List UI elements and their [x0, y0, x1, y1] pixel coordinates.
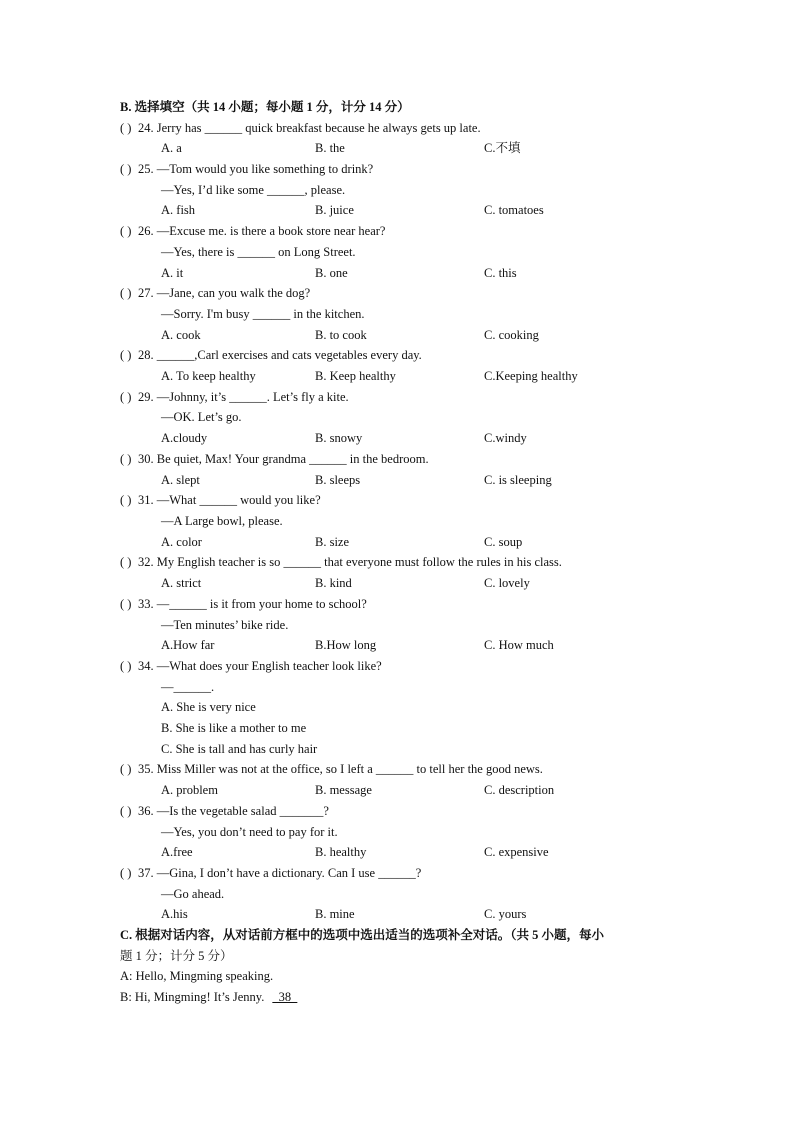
- question-line: [0, 449, 794, 469]
- option-c: C. cooking: [484, 328, 539, 342]
- question-sub-line: [0, 884, 794, 904]
- question-stem: 28. ______,Carl exercises and cats vegetables every day.: [138, 348, 422, 362]
- answer-parenthesis[interactable]: ( ): [120, 162, 132, 176]
- question-sub-line: [0, 242, 794, 262]
- question-line: [0, 118, 794, 138]
- option-c: C. is sleeping: [484, 473, 552, 487]
- answer-parenthesis[interactable]: ( ): [120, 390, 132, 404]
- options-line: [0, 263, 794, 283]
- options-line: [0, 532, 794, 552]
- question-sub-text: —Yes, you don’t need to pay for it.: [161, 825, 338, 839]
- answer-parenthesis[interactable]: ( ): [120, 762, 132, 776]
- option-b: B. Keep healthy: [315, 369, 396, 383]
- options-line: [0, 635, 794, 655]
- option-b: B.How long: [315, 638, 377, 652]
- dialog-text: B: Hi, Mingming! It’s Jenny. 38: [120, 990, 298, 1004]
- question-stem: 29. —Johnny, it’s ______. Let’s fly a kite.: [138, 390, 349, 404]
- question-stem: 36. —Is the vegetable salad _______?: [138, 804, 329, 818]
- question-stem: 27. —Jane, can you walk the dog?: [138, 286, 311, 300]
- question-sub-line: [0, 511, 794, 531]
- question-stem: 31. —What ______ would you like?: [138, 493, 321, 507]
- dialog-line: [0, 987, 794, 1007]
- question-sub-line: [0, 677, 794, 697]
- question-stem: 32. My English teacher is so ______ that everyone must follow the rules in his class.: [138, 555, 562, 569]
- options-line: [0, 842, 794, 862]
- question-line: [0, 552, 794, 572]
- option-a: A.his: [161, 907, 188, 921]
- options-line: [0, 325, 794, 345]
- question-stem: 25. —Tom would you like something to drink?: [138, 162, 374, 176]
- option-c: C. description: [484, 783, 555, 797]
- question-stem: 34. —What does your English teacher look like?: [138, 659, 382, 673]
- option-a: A. To keep healthy: [161, 369, 256, 383]
- question-line: [0, 801, 794, 821]
- section-c-title: C. 根据对话内容，从对话前方框中的选项中选出适当的选项补全对话。（共 5 小题，每小: [120, 928, 605, 942]
- option-c: C. soup: [484, 535, 523, 549]
- question-stem: 26. —Excuse me. is there a book store near hear?: [138, 224, 386, 238]
- question-sub-text: C. She is tall and has curly hair: [161, 742, 318, 756]
- question-line: [0, 863, 794, 883]
- option-c: C. How much: [484, 638, 554, 652]
- answer-parenthesis[interactable]: ( ): [120, 493, 132, 507]
- question-stem: 24. Jerry has ______ quick breakfast because he always gets up late.: [138, 121, 481, 135]
- option-b: B. message: [315, 783, 372, 797]
- answer-parenthesis[interactable]: ( ): [120, 659, 132, 673]
- option-b: B. healthy: [315, 845, 367, 859]
- option-b: B. snowy: [315, 431, 363, 445]
- option-b: B. kind: [315, 576, 352, 590]
- option-b: B. the: [315, 141, 345, 155]
- question-sub-line: [0, 407, 794, 427]
- options-line: [0, 904, 794, 924]
- dialog-text: A: Hello, Mingming speaking.: [120, 969, 274, 983]
- question-sub-line: [0, 697, 794, 717]
- answer-parenthesis[interactable]: ( ): [120, 348, 132, 362]
- question-line: [0, 594, 794, 614]
- options-line: [0, 428, 794, 448]
- answer-parenthesis[interactable]: ( ): [120, 452, 132, 466]
- answer-parenthesis[interactable]: ( ): [120, 597, 132, 611]
- question-sub-line: [0, 718, 794, 738]
- options-line: [0, 200, 794, 220]
- answer-parenthesis[interactable]: ( ): [120, 866, 132, 880]
- question-sub-line: [0, 180, 794, 200]
- options-line: [0, 470, 794, 490]
- option-c: C. tomatoes: [484, 203, 544, 217]
- question-sub-text: —Ten minutes’ bike ride.: [161, 618, 289, 632]
- question-sub-text: —Yes, there is ______ on Long Street.: [161, 245, 356, 259]
- question-sub-text: A. She is very nice: [161, 700, 256, 714]
- option-a: A. a: [161, 141, 182, 155]
- options-line: [0, 573, 794, 593]
- options-line: [0, 780, 794, 800]
- question-sub-text: —OK. Let’s go.: [161, 410, 242, 424]
- question-line: [0, 490, 794, 510]
- option-c: C. lovely: [484, 576, 530, 590]
- answer-parenthesis[interactable]: ( ): [120, 555, 132, 569]
- section-b-title: B. 选择填空（共 14 小题；每小题 1 分，计分 14 分）: [120, 100, 410, 114]
- section-c-header-line-2: [0, 946, 794, 966]
- question-sub-text: B. She is like a mother to me: [161, 721, 307, 735]
- option-c: C.windy: [484, 431, 527, 445]
- option-c: C. yours: [484, 907, 527, 921]
- question-sub-line: [0, 304, 794, 324]
- question-line: [0, 159, 794, 179]
- option-b: B. to cook: [315, 328, 367, 342]
- question-stem: 35. Miss Miller was not at the office, so I left a ______ to tell her the good news.: [138, 762, 543, 776]
- option-a: A.cloudy: [161, 431, 208, 445]
- question-sub-text: —Sorry. I'm busy ______ in the kitchen.: [161, 307, 365, 321]
- answer-parenthesis[interactable]: ( ): [120, 121, 132, 135]
- section-c-header-line: [0, 925, 794, 945]
- question-sub-line: [0, 822, 794, 842]
- option-a: A. color: [161, 535, 202, 549]
- question-line: [0, 656, 794, 676]
- answer-parenthesis[interactable]: ( ): [120, 804, 132, 818]
- option-c: C.不填: [484, 141, 521, 155]
- option-b: B. juice: [315, 203, 354, 217]
- option-a: A. slept: [161, 473, 200, 487]
- option-a: A. it: [161, 266, 184, 280]
- question-line: [0, 759, 794, 779]
- option-c: C. expensive: [484, 845, 549, 859]
- option-a: A.free: [161, 845, 193, 859]
- question-line: [0, 345, 794, 365]
- question-line: [0, 283, 794, 303]
- option-a: A. fish: [161, 203, 196, 217]
- question-stem: 37. —Gina, I don’t have a dictionary. Can I use ______?: [138, 866, 422, 880]
- answer-blank-38[interactable]: 38: [272, 990, 298, 1004]
- question-sub-line: [0, 739, 794, 759]
- question-stem: 30. Be quiet, Max! Your grandma ______ in the bedroom.: [138, 452, 429, 466]
- option-a: A. problem: [161, 783, 218, 797]
- dialog-line: [0, 966, 794, 986]
- option-a: A. strict: [161, 576, 202, 590]
- option-c: C. this: [484, 266, 517, 280]
- options-line: [0, 366, 794, 386]
- question-line: [0, 387, 794, 407]
- option-c: C.Keeping healthy: [484, 369, 578, 383]
- option-b: B. mine: [315, 907, 355, 921]
- option-b: B. size: [315, 535, 350, 549]
- question-sub-text: —Go ahead.: [161, 887, 225, 901]
- question-stem: 33. —______ is it from your home to school?: [138, 597, 367, 611]
- question-sub-line: [0, 615, 794, 635]
- question-sub-text: —______.: [161, 680, 215, 694]
- option-b: B. sleeps: [315, 473, 361, 487]
- section-b-header-line: [0, 97, 794, 117]
- option-a: A.How far: [161, 638, 215, 652]
- answer-parenthesis[interactable]: ( ): [120, 224, 132, 238]
- option-b: B. one: [315, 266, 348, 280]
- question-line: [0, 221, 794, 241]
- question-sub-text: —A Large bowl, please.: [161, 514, 283, 528]
- section-c-title-cont: 题 1 分；计分 5 分）: [120, 949, 233, 963]
- answer-parenthesis[interactable]: ( ): [120, 286, 132, 300]
- options-line: [0, 138, 794, 158]
- question-sub-text: —Yes, I’d like some ______, please.: [161, 183, 346, 197]
- option-a: A. cook: [161, 328, 201, 342]
